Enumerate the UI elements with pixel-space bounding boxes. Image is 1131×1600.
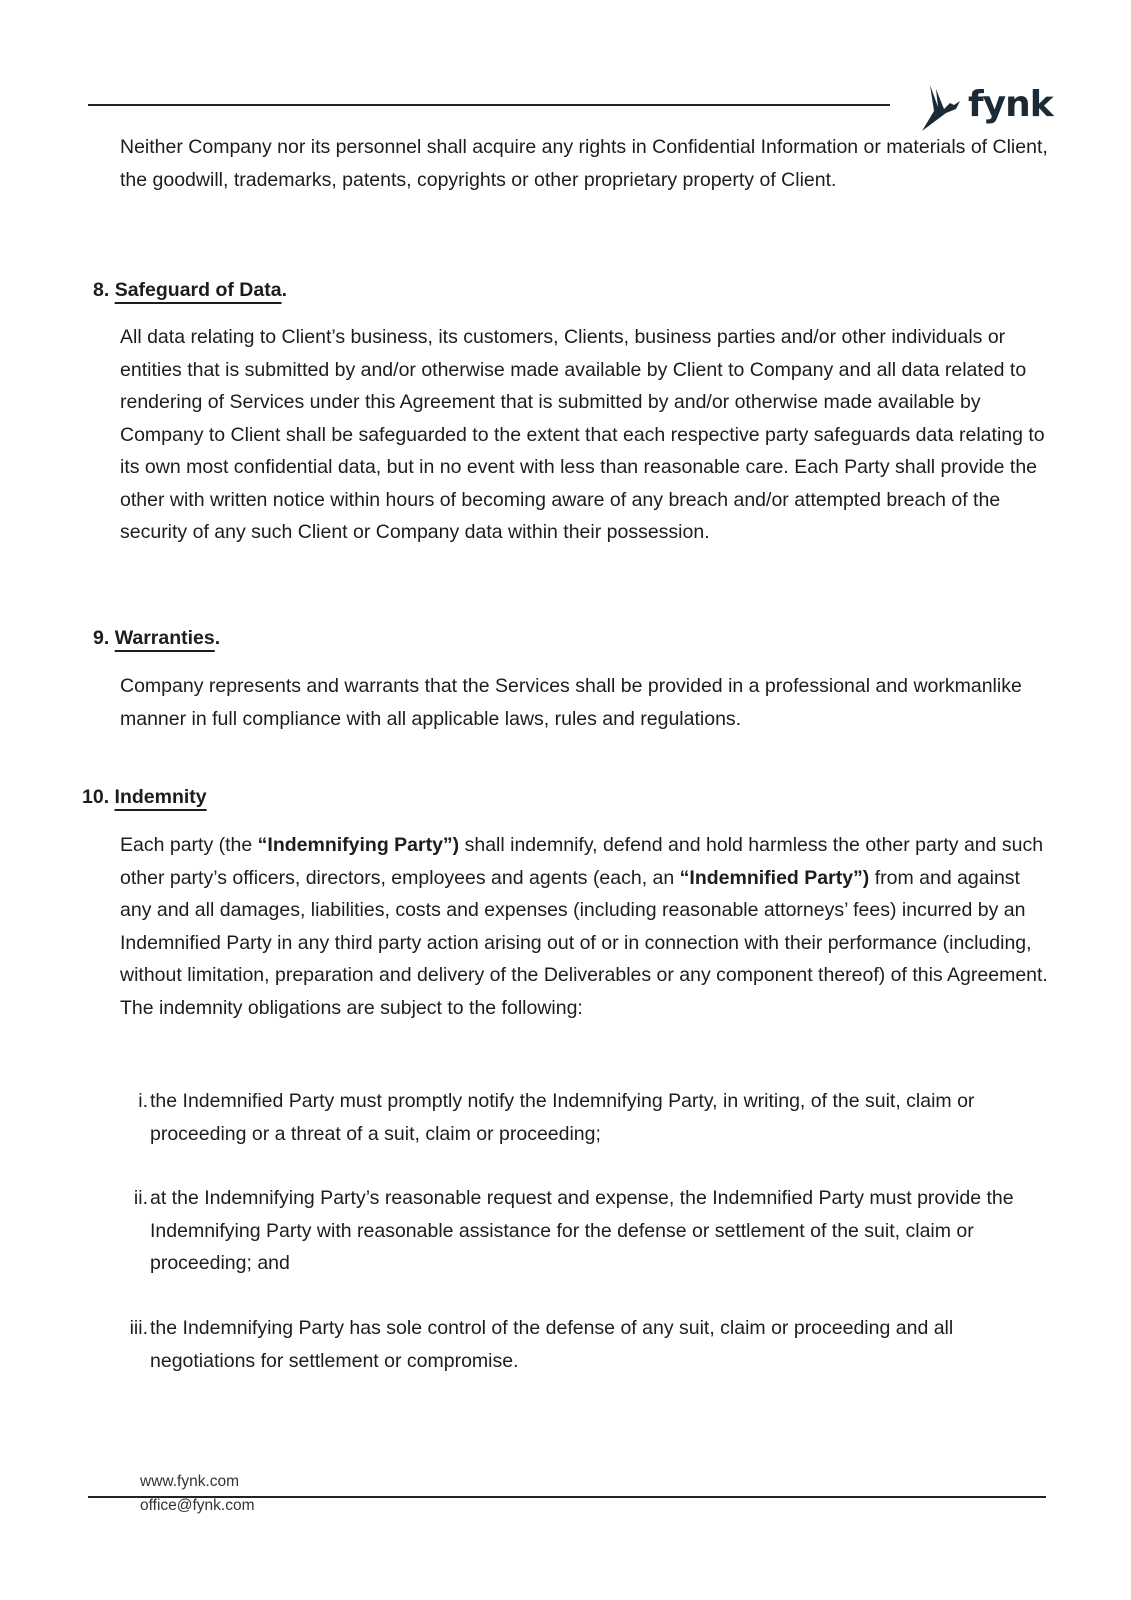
section-title: Warranties [114,627,215,649]
body-text: Each party (the [120,834,258,856]
body-text: shall indemnify, defend and hold harmless the other party and such other party’s officers, directors, employees and agents (each, an [120,834,1044,889]
section-10-heading [82,784,207,810]
section-title-suffix: . [214,627,221,649]
section-title: Safeguard of Data [114,279,282,301]
body-text: from and against any and all damages, liabilities, costs and expenses (including reasonable attorneys’ fees) incurred by an Indemnified Party in any third party action arising out of or in connection with their performance (including, without limitation, preparation and delivery of the Deliverables or any component thereof) of this Agreement. The indemnity obligations are subject to the following: [120,866,1048,1019]
bird-logo-icon [920,81,964,133]
footer-email[interactable]: office@fynk.com [140,1497,255,1514]
section-10-body [120,829,1050,1024]
list-item-text: the Indemnified Party must promptly notify the Indemnifying Party, in writing, of the suit, claim or proceeding or a threat of a suit, claim or proceeding; [150,1090,975,1145]
list-marker: i. [138,1090,148,1112]
section-9-body: Company represents and warrants that the Services shall be provided in a professional and workmanlike manner in full compliance with all applicable laws, rules and regulations. [120,675,1022,730]
header-divider [88,104,890,106]
list-item-text: the Indemnifying Party has sole control of the defense of any suit, claim or proceeding and all negotiations for settlement or compromise. [150,1317,954,1372]
footer-website[interactable]: www.fynk.com [140,1473,240,1490]
section-title-suffix: . [281,279,287,301]
section-8-body: All data relating to Client’s business, its customers, Clients, business parties and/or other individuals or entities that is submitted by and/or otherwise made available by Client to Company and all data related to rendering of Services under this Agreement that is submitted by and/or otherwise made available by Company to Client shall be safeguarded to the extent that each respective party safeguards data relating to its own most confidential data, but in no event with less than reasonable care. Each Party shall provide the other with written notice within hours of becoming aware of any breach and/or attempted breach of the security of any such Client or Company data within their possession. [120,326,1045,543]
list-marker: iii. [129,1317,148,1339]
section-title: Indemnity [114,786,207,808]
list-marker: ii. [133,1187,148,1209]
section-number: 8. [93,279,110,301]
intro-paragraph: Neither Company nor its personnel shall acquire any rights in Confidential Information or materials of Client, the goodwill, trademarks, patents, copyrights or other proprietary property of Client. [120,136,1048,191]
fynk-logo [920,78,1053,136]
section-number: 9. [93,627,110,649]
defined-term: “Indemnified Party”) [679,866,870,889]
section-9-heading [93,625,220,651]
logo-wordmark: fynk [968,83,1053,125]
section-number: 10. [82,786,110,808]
defined-term: “Indemnifying Party”) [257,834,460,856]
list-item-text: at the Indemnifying Party’s reasonable request and expense, the Indemnified Party must provide the Indemnifying Party with reasonable assistance for the defense or settlement of the suit, claim or proceeding; and [150,1187,1014,1274]
section-8-heading [93,277,287,303]
